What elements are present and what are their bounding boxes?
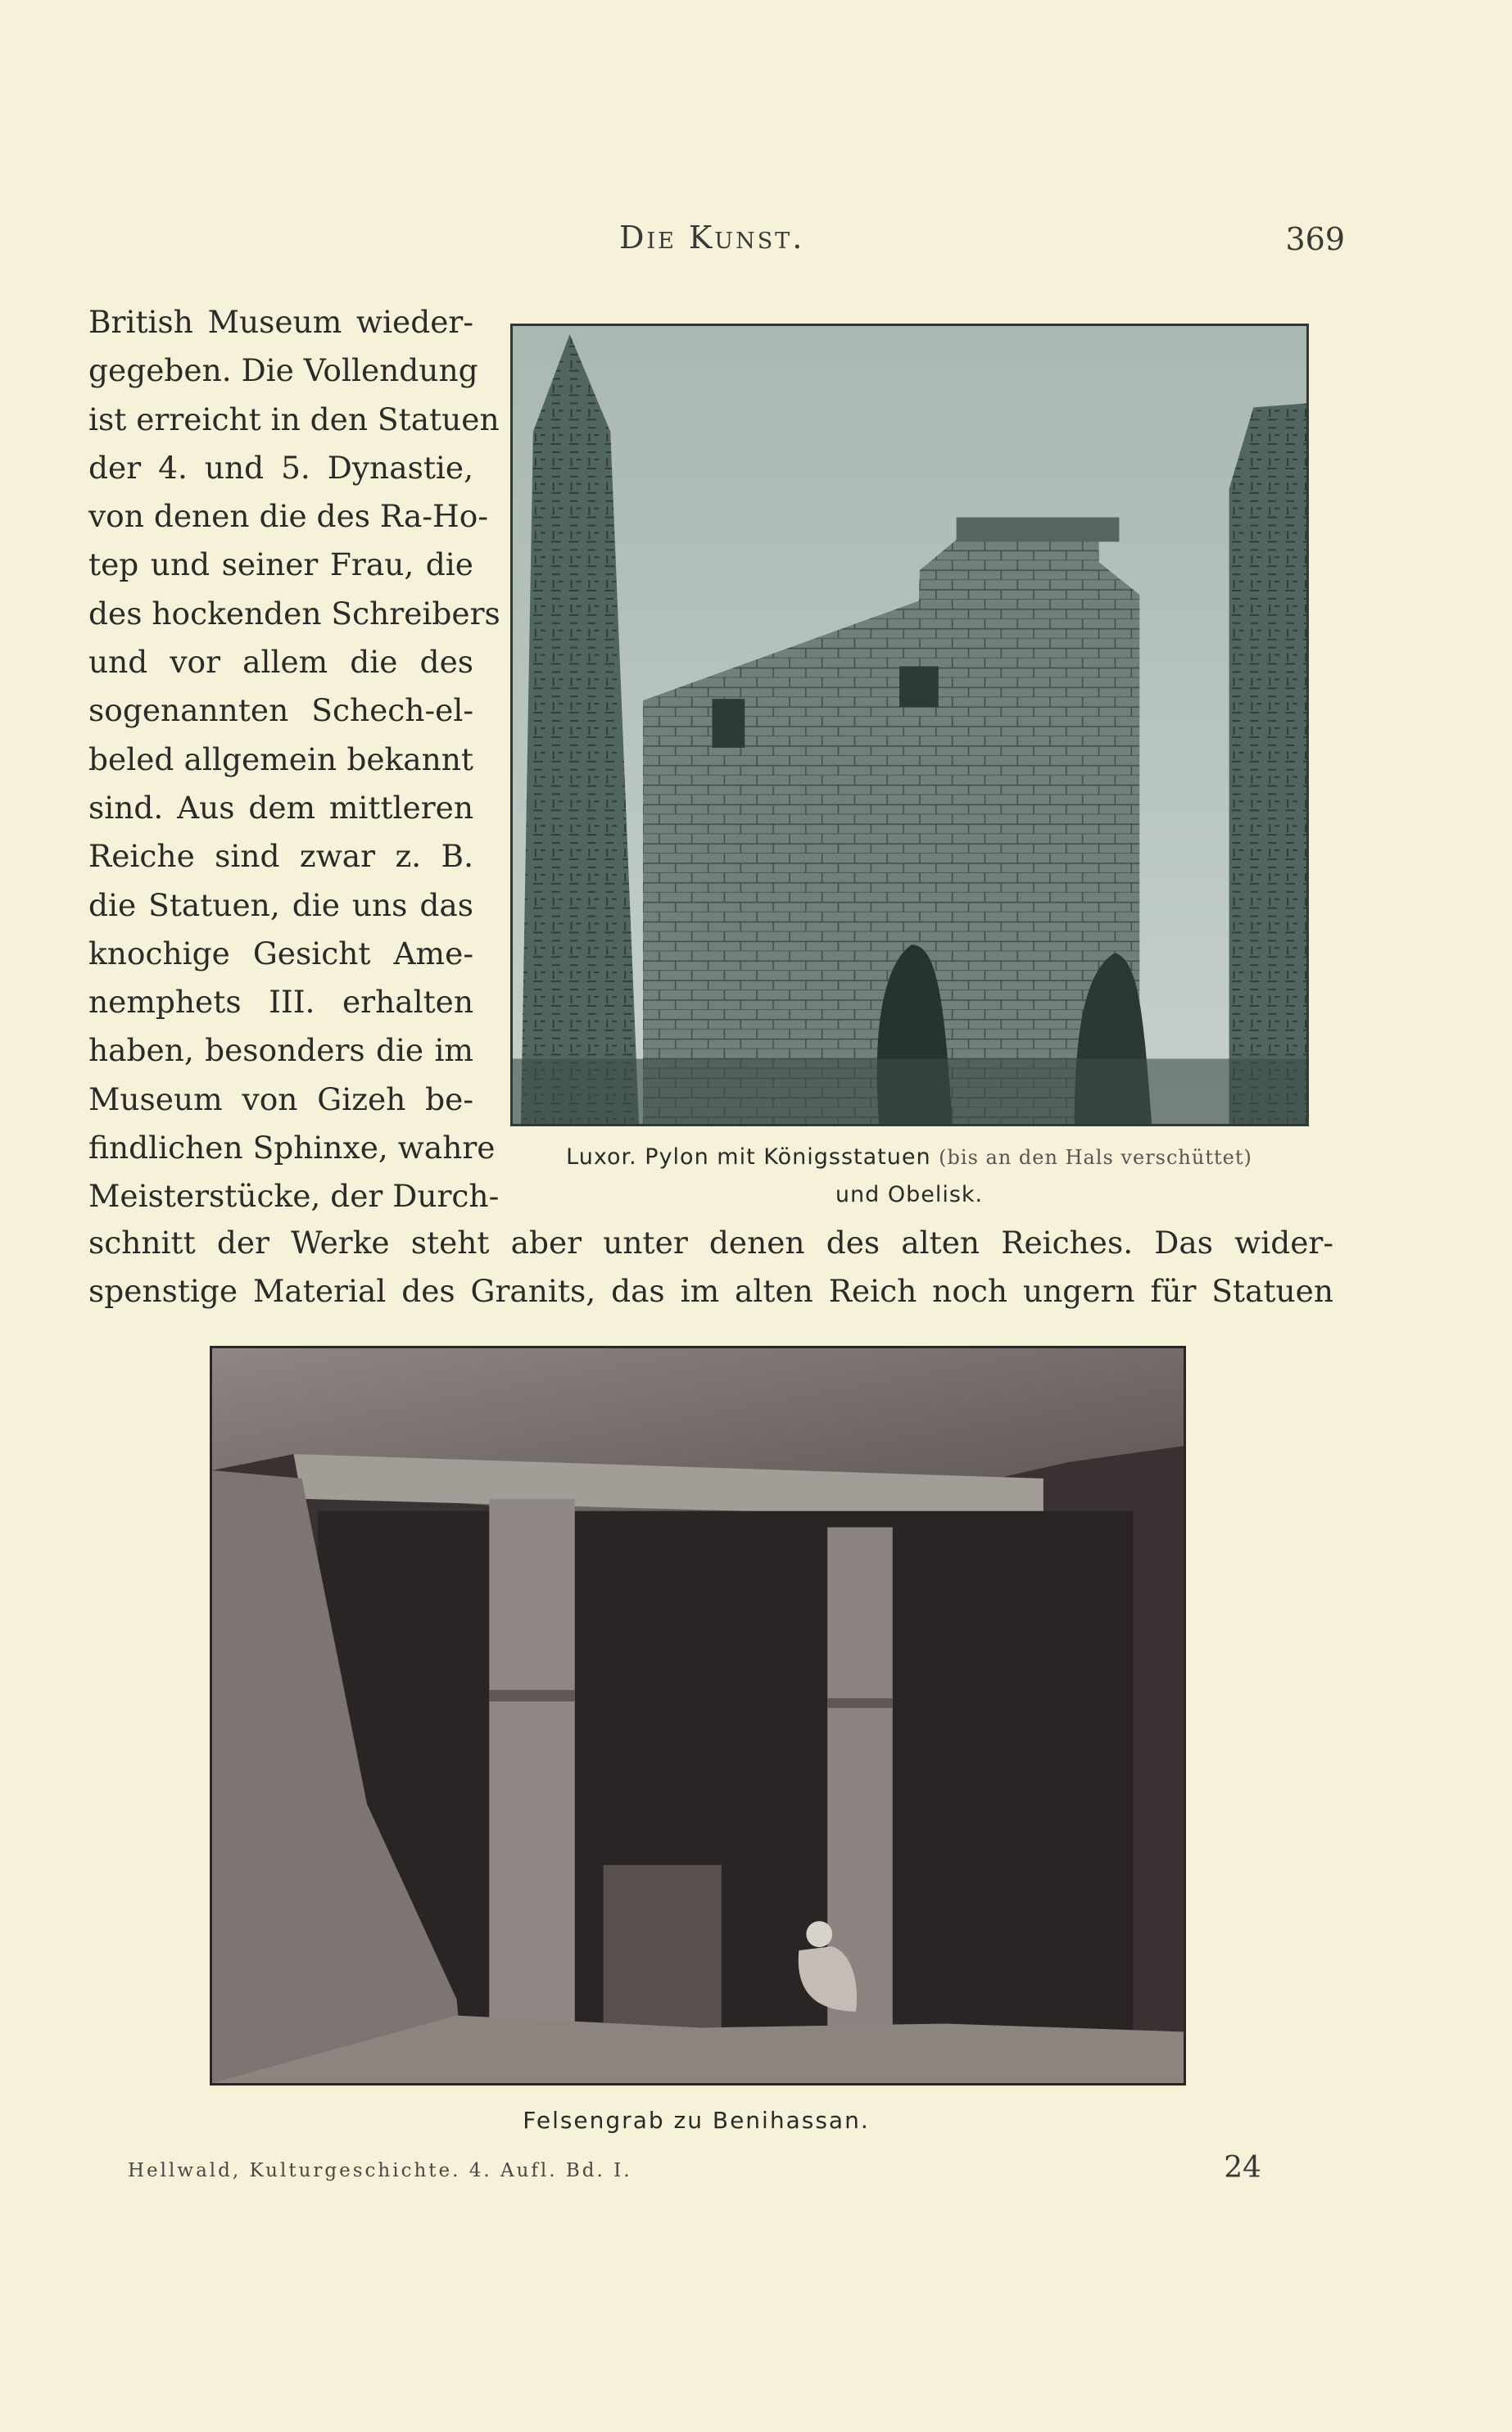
signature-mark: 24: [1224, 2151, 1261, 2185]
benihassan-tomb-illustration: [212, 1348, 1184, 2083]
text-line: British Museum wieder-: [88, 304, 473, 340]
running-header-title: Die Kunst.: [619, 220, 805, 256]
text-line: sogenannten Schech-el-: [88, 692, 473, 729]
footer-source: Hellwald, Kulturgeschichte. 4. Aufl. Bd. I.: [128, 2160, 632, 2181]
text-line: findlichen Sphinxe, wahre: [88, 1130, 496, 1166]
text-line: schnitt der Werke steht aber unter denen des alten Reiches. Das wider-: [88, 1225, 1333, 1261]
text-line: des hockenden Schreibers: [88, 595, 500, 632]
text-line: beled allgemein bekannt: [88, 740, 473, 777]
text-line: gegeben. Die Vollendung: [88, 352, 478, 389]
text-line: Museum von Gizeh be-: [88, 1080, 473, 1117]
figure2-caption: Felsengrab zu Benihassan.: [523, 2107, 870, 2134]
figure1-caption-main: Pylon mit Königsstatuen: [645, 1144, 931, 1170]
text-line: die Statuen, die uns das: [88, 886, 473, 923]
text-line: und vor allem die des: [88, 644, 473, 681]
benihassan-tomb-photo: [210, 1346, 1186, 2086]
text-line: haben, besonders die im: [88, 1032, 473, 1069]
text-line: spenstige Material des Granits, das im alten Reich noch ungern für Statuen: [88, 1273, 1333, 1309]
full-width-text: [88, 1219, 1333, 1316]
text-line: tep und seiner Frau, die: [88, 546, 473, 583]
left-column-text: [88, 298, 500, 1221]
luxor-pylon-illustration: [513, 326, 1306, 1124]
figure1-caption: [541, 1139, 1278, 1214]
text-line: sind. Aus dem mittleren: [88, 789, 473, 826]
text-line: ist erreicht in den Statuen: [88, 401, 500, 437]
page-number: 369: [1285, 221, 1345, 257]
figure1-caption-place: Luxor.: [566, 1144, 637, 1170]
figure1-caption-paren: (bis an den Hals verschüttet): [939, 1146, 1252, 1169]
text-line: knochige Gesicht Ame-: [88, 935, 473, 971]
luxor-pylon-photo: [510, 324, 1309, 1126]
text-line: nemphets III. erhalten: [88, 984, 473, 1021]
text-line: Reiche sind zwar z. B.: [88, 838, 473, 875]
text-line: von denen die des Ra-Ho-: [88, 498, 488, 535]
figure1-caption-end: und Obelisk.: [835, 1182, 984, 1207]
text-line: Meisterstücke, der Durch-: [88, 1178, 500, 1215]
text-line: der 4. und 5. Dynastie,: [88, 449, 473, 486]
